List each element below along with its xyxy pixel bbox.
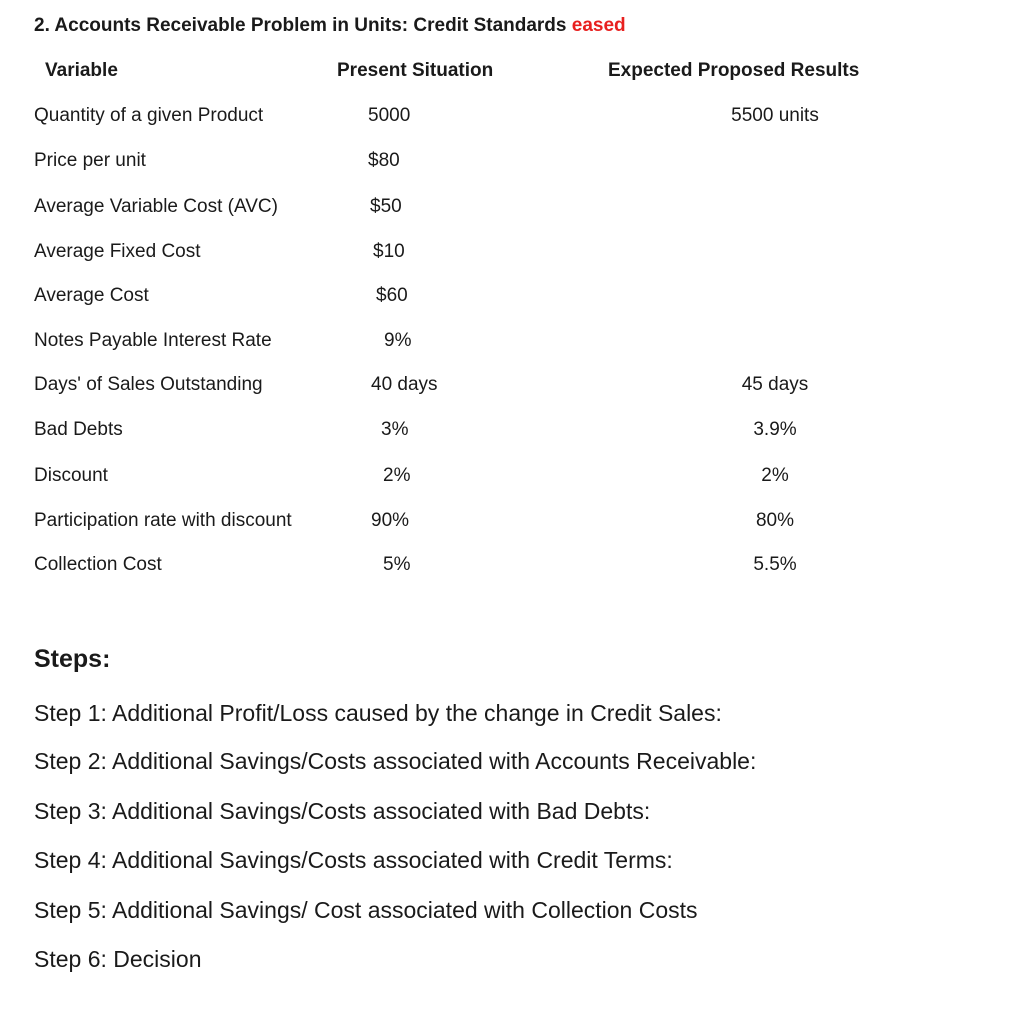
variable-label: Quantity of a given Product bbox=[34, 105, 264, 126]
document-title bbox=[34, 15, 626, 37]
present-value: 5000 bbox=[368, 105, 411, 126]
proposed-value: 2% bbox=[761, 465, 789, 486]
header-present-situation: Present Situation bbox=[337, 60, 494, 81]
step-item: Step 2: Additional Savings/Costs associated with Accounts Receivable: bbox=[34, 748, 757, 774]
variable-label: Notes Payable Interest Rate bbox=[34, 330, 272, 351]
variable-label: Average Cost bbox=[34, 285, 149, 306]
header-expected-proposed-results: Expected Proposed Results bbox=[608, 60, 860, 81]
table-row bbox=[0, 150, 1026, 180]
table-row bbox=[0, 196, 1026, 226]
step-item: Step 5: Additional Savings/ Cost associated with Collection Costs bbox=[34, 897, 698, 923]
present-value: 40 days bbox=[371, 374, 438, 395]
step-item: Step 6: Decision bbox=[34, 946, 202, 972]
proposed-value: 45 days bbox=[741, 374, 809, 395]
present-value: 5% bbox=[383, 554, 411, 575]
variable-label: Average Variable Cost (AVC) bbox=[34, 196, 278, 217]
table-row bbox=[0, 285, 1026, 315]
present-value: 2% bbox=[383, 465, 411, 486]
table-row bbox=[0, 241, 1026, 271]
table-row bbox=[0, 105, 1026, 135]
table-row bbox=[0, 374, 1026, 404]
header-variable: Variable bbox=[45, 60, 118, 81]
present-value: 3% bbox=[381, 419, 409, 440]
variable-label: Days' of Sales Outstanding bbox=[34, 374, 263, 395]
proposed-value: 80% bbox=[755, 510, 795, 531]
proposed-value: 5.5% bbox=[753, 554, 797, 575]
present-value: $50 bbox=[370, 196, 402, 217]
table-row bbox=[0, 465, 1026, 495]
variable-label: Price per unit bbox=[34, 150, 146, 171]
present-value: $10 bbox=[373, 241, 405, 262]
title-accent-word: eased bbox=[571, 15, 626, 36]
present-value: $60 bbox=[376, 285, 408, 306]
steps-heading: Steps: bbox=[34, 645, 111, 673]
present-value: 90% bbox=[371, 510, 410, 531]
table-row bbox=[0, 510, 1026, 540]
step-item: Step 1: Additional Profit/Loss caused by the change in Credit Sales: bbox=[34, 700, 722, 726]
table-row bbox=[0, 330, 1026, 360]
present-value: 9% bbox=[384, 330, 412, 351]
proposed-value: 5500 units bbox=[731, 105, 819, 126]
variable-label: Discount bbox=[34, 465, 108, 486]
variable-label: Participation rate with discount bbox=[34, 510, 292, 531]
variable-label: Average Fixed Cost bbox=[34, 241, 201, 262]
title-text: 2. Accounts Receivable Problem in Units: Credit Standards bbox=[34, 15, 567, 36]
table-row bbox=[0, 554, 1026, 584]
step-item: Step 4: Additional Savings/Costs associated with Credit Terms: bbox=[34, 847, 673, 873]
proposed-value: 3.9% bbox=[753, 419, 797, 440]
variable-label: Collection Cost bbox=[34, 554, 162, 575]
present-value: $80 bbox=[368, 150, 400, 171]
table-row bbox=[0, 419, 1026, 449]
variable-label: Bad Debts bbox=[34, 419, 123, 440]
step-item: Step 3: Additional Savings/Costs associated with Bad Debts: bbox=[34, 798, 651, 824]
